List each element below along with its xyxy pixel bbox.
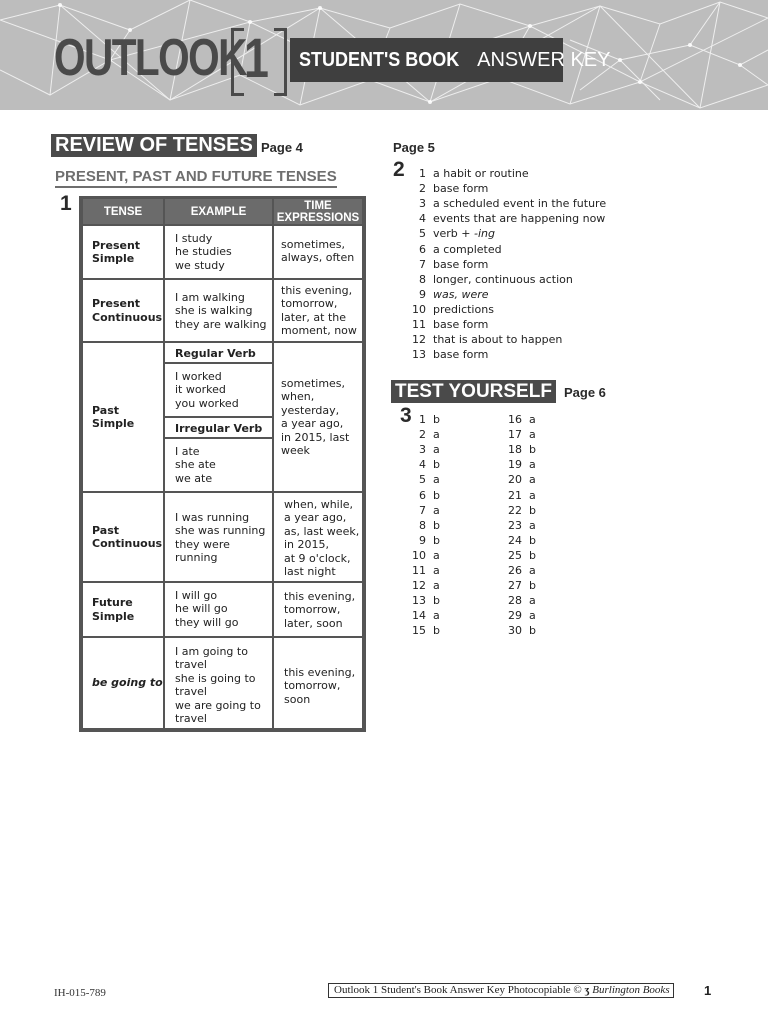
page5-answer-text: events that are happening now [433,212,606,226]
page5-answer-text: base form [433,348,489,362]
time-present-simple: sometimes, always, often [274,226,362,278]
tense-past-continuous: Past Continuous [83,493,163,581]
footer-code: IH-015-789 [54,987,106,999]
page5-answer-text: a habit or routine [433,167,529,180]
exercise-3-number: 3 [400,404,412,427]
tense-present-continuous: Present Continuous [83,280,163,341]
banner-rest: ANSWER KEY [477,48,611,71]
time-future-simple: this evening, tomorrow, later, soon [274,583,362,636]
test-answer-number: 24 [508,533,522,547]
test-answer-number: 18 [508,443,522,457]
test-answer-value: a [529,428,536,442]
exercise-1-number: 1 [60,192,72,215]
page5-answer-text: a completed [433,242,502,256]
test-answer-number: 2 [419,428,426,442]
review-page-ref: Page 4 [261,140,303,155]
test-answer-number: 27 [508,579,522,593]
page-header [0,0,768,110]
page5-answer-text: predictions [433,302,494,316]
test-answer-number: 20 [508,473,522,487]
page5-answer-number: 12 [412,333,426,347]
test-answer-value: a [433,579,440,593]
test-answer-value: b [529,548,536,562]
test-answer-value: a [529,609,536,623]
page5-answer-text: that is about to happen [433,333,563,347]
page5-answer-text: was, were [433,287,489,301]
exercise-2-number: 2 [393,158,405,181]
test-answer-number: 8 [419,518,426,532]
bracket-right [274,28,287,96]
test-answer-number: 26 [508,564,522,577]
test-answer-value: a [433,609,440,623]
page5-answer-text: base form [433,257,489,271]
page-number: 1 [704,983,712,998]
test-answer-number: 21 [508,488,522,502]
footer-credit: Outlook 1 Student's Book Answer Key Photocopiable © [334,984,582,996]
test-answer-number: 7 [419,503,426,517]
be-going-to-label: be going to [92,676,163,690]
example-past-irregular: I ate she ate we ate [165,439,272,491]
time-past-simple: sometimes, when, yesterday, a year ago, in 2015, last week [274,343,362,491]
example-past-continuous: I was running she was running they were running [165,493,272,581]
test-answer-number: 12 [412,579,426,593]
test-answer-number: 15 [412,624,426,638]
test-answer-number: 25 [508,548,522,562]
test-answer-value: b [529,624,536,638]
col-header-tense: TENSE [83,199,163,224]
test-answer-value: b [529,443,536,457]
test-answer-number: 9 [419,533,426,547]
test-answer-number: 11 [412,564,426,577]
tense-be-going-to [83,638,163,728]
tenses-table [79,196,366,732]
page5-answer-number: 9 [419,287,426,301]
test-answer-value: b [433,413,440,426]
test-answer-number: 23 [508,518,522,532]
test-answer-value: a [529,458,536,472]
test-answer-number: 6 [419,488,426,502]
example-be-going-to: I am going to travel she is going to travel we are going to travel [165,638,272,728]
test-answer-value: a [433,503,440,517]
test-answer-number: 13 [412,594,426,608]
review-title: REVIEW OF TENSES [51,134,257,157]
footer-credit-box [328,983,674,998]
test-answer-value: b [529,503,536,517]
test-answer-value: a [433,473,440,487]
test-answer-value: a [529,488,536,502]
test-answer-value: b [433,533,440,547]
test-answer-value: b [529,533,536,547]
page5-answer-number: 11 [412,318,426,331]
test-answer-value: a [529,473,536,487]
page5-label: Page 5 [393,140,435,155]
test-answer-number: 28 [508,594,522,608]
test-title: TEST YOURSELF [391,380,556,403]
test-answer-number: 17 [508,428,522,442]
page5-answer-number: 4 [419,212,426,226]
page5-answer-number: 3 [419,197,426,211]
page5-answer-number: 2 [419,182,426,196]
time-be-going-to: this evening, tomorrow, soon [274,638,362,728]
test-answer-value: b [433,458,440,472]
page5-answer-text: verb + -ing [433,227,495,241]
test-page-ref: Page 6 [564,385,606,400]
irregular-verb-label: Irregular Verb [165,418,272,437]
test-answer-number: 16 [508,413,522,426]
test-answer-value: a [529,594,536,608]
tense-present-simple: Present Simple [83,226,163,278]
example-future-simple: I will go he will go they will go [165,583,272,636]
col-header-example: EXAMPLE [165,199,272,224]
banner-bold: STUDENT'S BOOK [299,48,460,71]
test-answer-number: 3 [419,443,426,457]
brand-title: OUTLOOK [54,29,246,87]
test-answer-value: b [433,488,440,502]
time-past-continuous: when, while, a year ago, as, last week, in 2015, at 9 o'clock, last night [274,493,362,581]
example-past-regular: I worked it worked you worked [165,364,272,416]
test-answer-number: 30 [508,624,522,638]
page5-answer-number: 7 [419,257,426,271]
test-answer-value: a [433,564,440,577]
test-answer-value: b [433,624,440,638]
test-answer-number: 10 [412,548,426,562]
test-answer-value: a [529,518,536,532]
test-answer-value: b [529,579,536,593]
tense-past-simple: Past Simple [83,343,163,491]
page5-answer-text: a scheduled event in the future [433,197,607,211]
test-answer-number: 14 [412,609,426,623]
answer-key-banner [290,38,611,82]
tenses-subheading: PRESENT, PAST AND FUTURE TENSES [55,167,337,188]
test-answer-number: 4 [419,458,426,472]
col-header-time: TIME EXPRESSIONS [274,199,362,224]
page5-answer-text: base form [433,318,489,331]
bracket-left [231,28,244,96]
page5-answer-number: 10 [412,302,426,316]
test-answer-number: 1 [419,413,426,426]
page5-answer-number: 1 [419,167,426,180]
time-present-continuous: this evening, tomorrow, later, at the moment, now [274,280,362,341]
test-answer-value: a [433,548,440,562]
page5-answer-number: 6 [419,242,426,256]
test-answer-value: a [529,413,536,426]
test-answer-value: b [433,518,440,532]
tense-future-simple: Future Simple [83,583,163,636]
test-answer-value: a [433,428,440,442]
page5-answer-text: longer, continuous action [433,272,573,286]
page5-answer-number: 13 [412,348,426,362]
test-answer-value: a [529,564,536,577]
regular-verb-label: Regular Verb [165,343,272,362]
footer-publisher: Burlington Books [592,984,670,996]
page5-answer-number: 5 [419,227,426,241]
page5-answer-text: base form [433,182,489,196]
test-answer-value: b [433,594,440,608]
level-number: 1 [244,26,269,89]
test-answer-number: 22 [508,503,522,517]
test-answer-number: 29 [508,609,522,623]
test-answer-value: a [433,443,440,457]
test-answer-number: 19 [508,458,522,472]
example-present-continuous: I am walking she is walking they are walking [165,280,272,341]
page5-answer-number: 8 [419,272,426,286]
publisher-logo-icon: ʒ [581,984,593,996]
example-present-simple: I study he studies we study [165,226,272,278]
test-answer-number: 5 [419,473,426,487]
